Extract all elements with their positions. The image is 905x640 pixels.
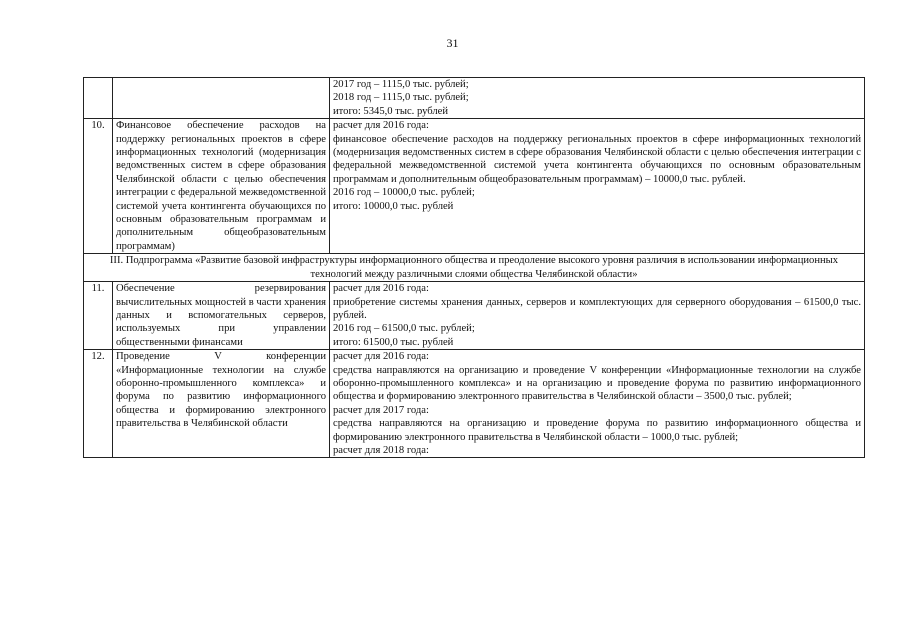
calc-line: 2016 год – 61500,0 тыс. рублей; (333, 323, 475, 335)
row-number: 11. (84, 282, 113, 350)
row-number (84, 78, 113, 119)
calc-line: итого: 5345,0 тыс. рублей (333, 105, 449, 117)
calc-line: итого: 61500,0 тыс. рублей (333, 336, 454, 348)
table-row (84, 119, 865, 254)
row-title: Финансовое обеспечение расходов на поддержку региональных проектов в сфере информационных технологий (модернизация ведомственных систем в сфере образования Челябинской области с целью обеспечения интеграции с федеральной межведомственной системой учета контингента обучающихся по основным образовательным программам и дополнительным общеобразовательным программам) (113, 119, 330, 254)
calc-line: средства направляются на организацию и проведение V конференции «Информационные технологии на службе оборонно-промышленного комплекса» и на организацию и проведение форума по развитию информационного общества и формированию электронного правительства в Челябинской области – 3500,0 тыс. рублей; (333, 364, 861, 403)
subprogram-heading: III. Подпрограмма «Развитие базовой инфраструктуры информационного общества и преодоление высокого уровня различия в использовании информационных технологий между различными слоями общества Челябинской области» (84, 254, 865, 282)
row-title (113, 78, 330, 119)
calc-line: итого: 10000,0 тыс. рублей (333, 200, 454, 212)
section-row (84, 254, 865, 282)
calc-line: расчет для 2016 года: (333, 283, 429, 295)
calc-line: расчет для 2016 года: (333, 351, 429, 363)
row-calculation (330, 119, 865, 254)
row-number: 12. (84, 350, 113, 458)
row-calculation (330, 78, 865, 119)
page-number: 31 (446, 36, 459, 50)
table-row (84, 350, 865, 458)
row-calculation (330, 350, 865, 458)
row-title: Проведение V конференции «Информационные технологии на службе оборонно-промышленного комплекса» и форума по развитию информационного общества и формированию электронного правительства в Челябинской области (113, 350, 330, 458)
table-row (84, 282, 865, 350)
row-number: 10. (84, 119, 113, 254)
calc-line: расчет для 2016 года: (333, 120, 429, 132)
row-title: Обеспечение резервирования вычислительных мощностей в части хранения данных и вспомогательных серверов, используемых при управлении общественными финансами (113, 282, 330, 350)
calc-line: 2018 год – 1115,0 тыс. рублей; (333, 92, 469, 104)
calc-line: расчет для 2017 года: (333, 404, 429, 416)
row-calculation (330, 282, 865, 350)
budget-table (83, 77, 865, 458)
calc-line: расчет для 2018 года: (333, 444, 429, 456)
calc-line: 2017 год – 1115,0 тыс. рублей; (333, 79, 469, 90)
calc-line: приобретение системы хранения данных, серверов и комплектующих для серверного оборудования – 61500,0 тыс. рублей. (333, 296, 861, 321)
table-row (84, 78, 865, 119)
calc-line: средства направляются на организацию и проведение форума по развитию информационного общества и формированию электронного правительства в Челябинской области – 1000,0 тыс. рублей; (333, 418, 861, 443)
calc-line: финансовое обеспечение расходов на поддержку региональных проектов в сфере информационных технологий (модернизация ведомственных систем в сфере образования Челябинской области с целью обеспечения интеграции с федеральной межведомственной системой учета контингента обучающихся по основным образовательным программам и дополнительным общеобразовательным программам) – 10000,0 тыс. рублей. (333, 133, 861, 185)
calc-line: 2016 год – 10000,0 тыс. рублей; (333, 187, 475, 199)
